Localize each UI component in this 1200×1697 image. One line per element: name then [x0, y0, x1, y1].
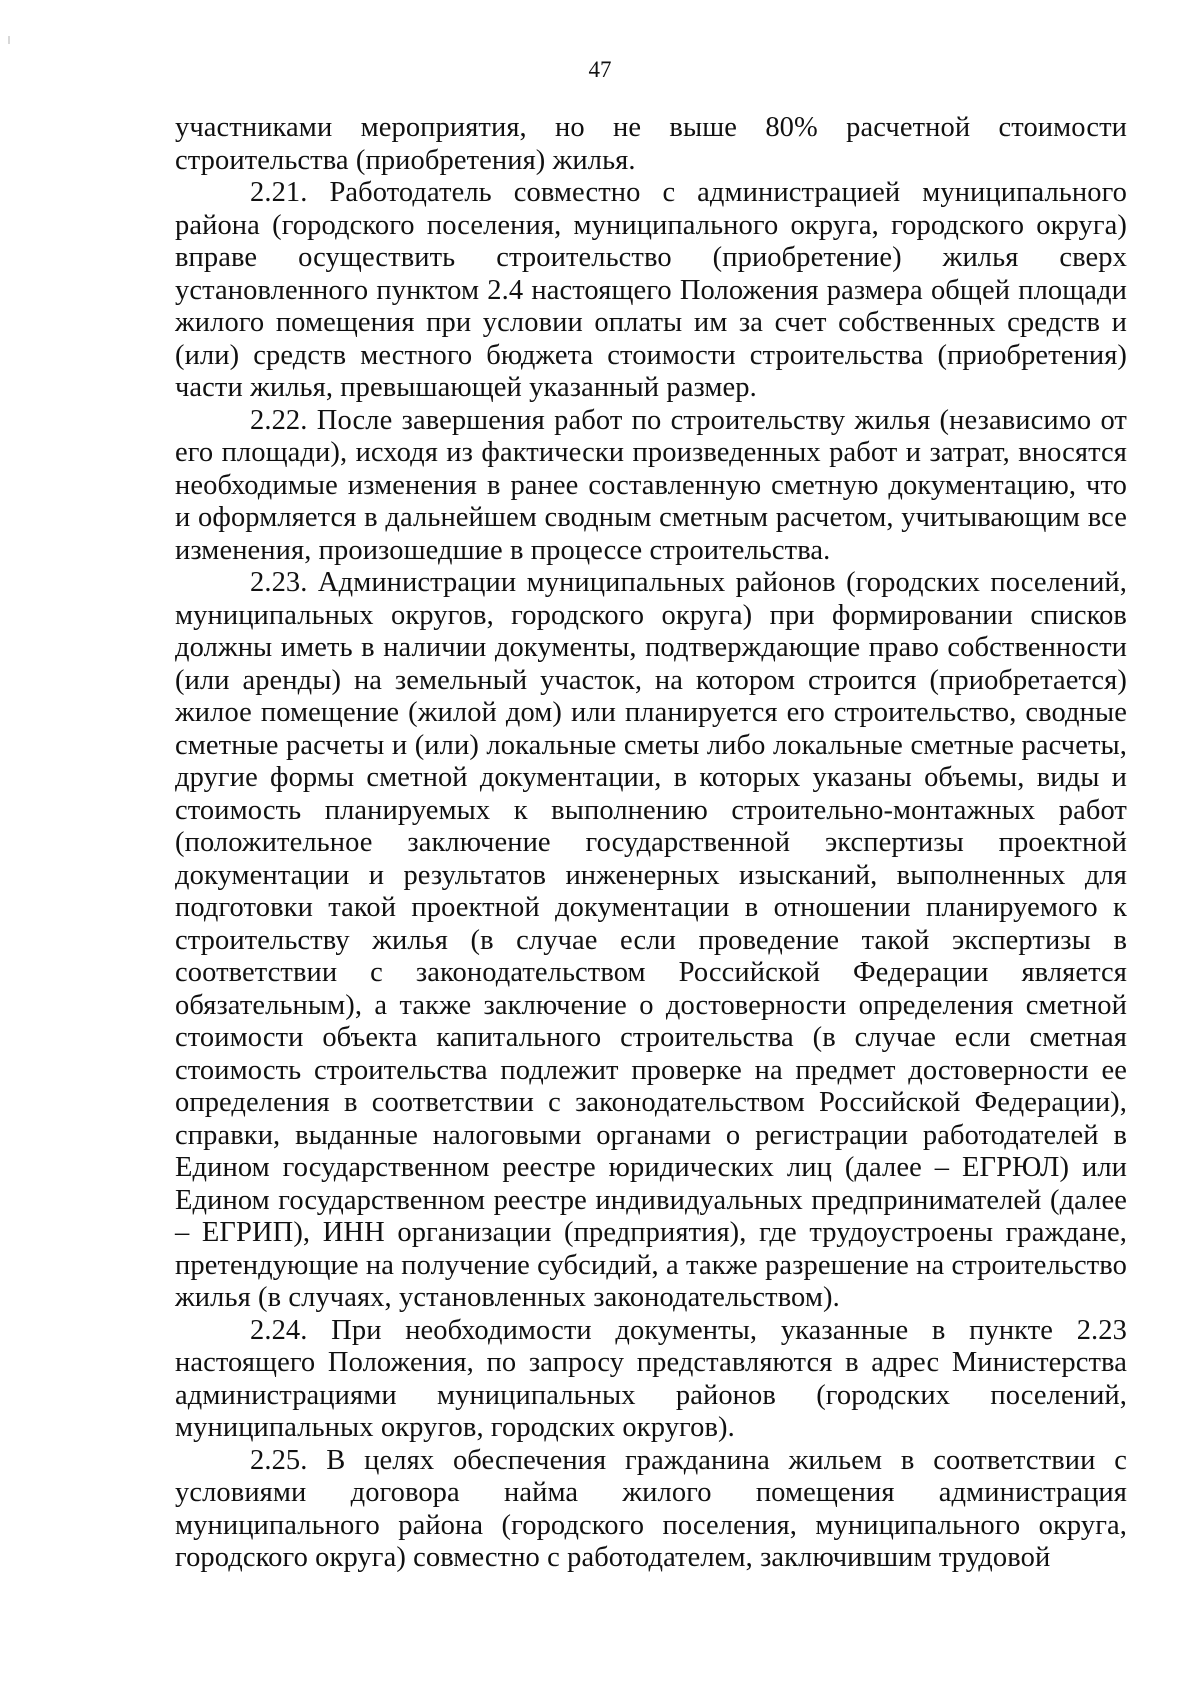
document-body	[175, 112, 1127, 1575]
scan-artifact	[8, 36, 10, 44]
paragraph-2-23: 2.23. Администрации муниципальных районов (городских поселений, муниципальных округов, городского округа) при формировании списков должны иметь в наличии документы, подтверждающие право собственности (или аренды) на земельный участок, на котором строится (приобретается) жилое помещение (жилой дом) или планируется его строительство, сводные сметные расчеты и (или) локальные сметы либо локальные сметные расчеты, другие формы сметной документации, в которых указаны объемы, виды и стоимость планируемых к выполнению строительно-монтажных работ (положительное заключение государственной экспертизы проектной документации и результатов инженерных изысканий, выполненных для подготовки такой проектной документации в отношении планируемого к строительству жилья (в случае если проведение такой экспертизы в соответствии с законодательством Российской Федерации является обязательным), а также заключение о достоверности определения сметной стоимости объекта капитального строительства (в случае если сметная стоимость строительства подлежит проверке на предмет достоверности ее определения в соответствии с законодательством Российской Федерации), справки, выданные налоговыми органами о регистрации работодателей в Едином государственном реестре юридических лиц (далее – ЕГРЮЛ) или Едином государственном реестре индивидуальных предпринимателей (далее – ЕГРИП), ИНН организации (предприятия), где трудоустроены граждане, претендующие на получение субсидий, а также разрешение на строительство жилья (в случаях, установленных законодательством).	[175, 567, 1127, 1313]
paragraph-continuation: участниками мероприятия, но не выше 80% расчетной стоимости строительства (приобретения) жилья.	[175, 112, 1127, 176]
paragraph-2-21: 2.21. Работодатель совместно с администрацией муниципального района (городского поселения, муниципального округа, городского округа) вправе осуществить строительство (приобретение) жилья сверх установленного пунктом 2.4 настоящего Положения размера общей площади жилого помещения при условии оплаты им за счет собственных средств и (или) средств местного бюджета стоимости строительства (приобретения) части жилья, превышающей указанный размер.	[175, 177, 1127, 403]
paragraph-2-24: 2.24. При необходимости документы, указанные в пункте 2.23 настоящего Положения, по запросу представляются в адрес Министерства администрациями муниципальных районов (городских поселений, муниципальных округов, городских округов).	[175, 1314, 1127, 1443]
paragraph-2-25: 2.25. В целях обеспечения гражданина жильем в соответствии с условиями договора найма жилого помещения администрация муниципального района (городского поселения, муниципального округа, городского округа) совместно с работодателем, заключившим трудовой	[175, 1444, 1127, 1573]
paragraph-2-22: 2.22. После завершения работ по строительству жилья (независимо от его площади), исходя из фактически произведенных работ и затрат, вносятся необходимые изменения в ранее составленную сметную документацию, что и оформляется в дальнейшем сводным сметным расчетом, учитывающим все изменения, произошедшие в процессе строительства.	[175, 404, 1127, 566]
page-number: 47	[588, 57, 612, 82]
